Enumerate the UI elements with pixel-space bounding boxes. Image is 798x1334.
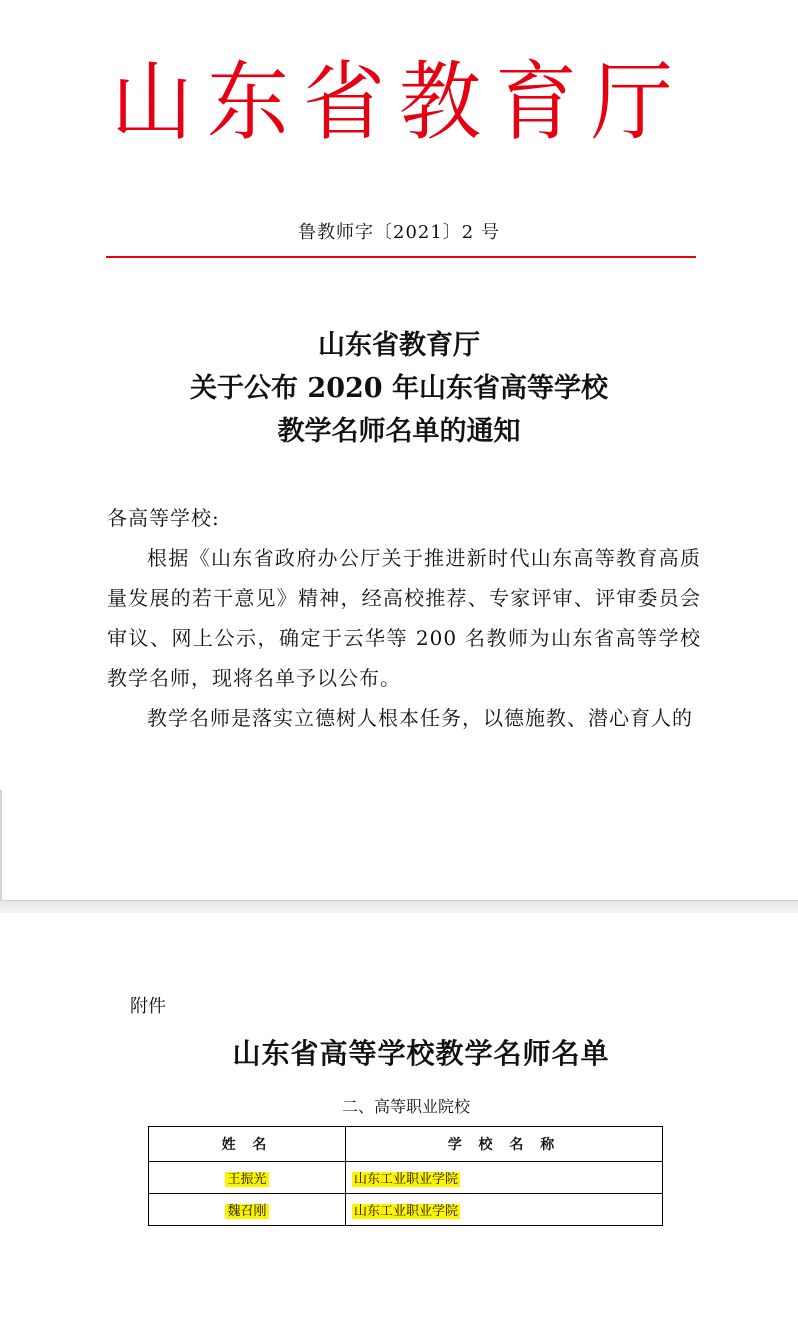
document-number: 鲁教师字〔2021〕2 号 (298, 222, 500, 243)
highlighted-school: 山东工业职业学院 (354, 1204, 459, 1219)
school-name-cell (346, 1194, 663, 1226)
attachment-label: 附件 (130, 996, 166, 1017)
section-heading: 二、高等职业院校 (341, 1097, 470, 1116)
page-separator (0, 900, 798, 913)
body-paragraph: 教学名师是落实立德树人根本任务，以德施教、潜心育人的 (147, 706, 693, 730)
highlighted-name: 王振光 (227, 1172, 267, 1187)
notice-title-line: 山东省教育厅 (318, 330, 480, 361)
notice-title-line: 教学名师名单的通知 (277, 416, 521, 447)
table-header-row (149, 1127, 663, 1162)
table-row (149, 1162, 663, 1194)
notice-title (0, 324, 798, 453)
teacher-name-cell (149, 1194, 346, 1226)
notice-body (107, 498, 701, 738)
highlighted-school: 山东工业职业学院 (354, 1172, 459, 1187)
highlighted-name: 魏召刚 (227, 1204, 267, 1219)
body-paragraph: 根据《山东省政府办公厅关于推进新时代山东高等教育高质量发展的若干意见》精神，经高校推荐、专家评审、评审委员会审议、网上公示，确定于云华等 200 名教师为山东省高等学校教学名师，现将名单予以公布。 (107, 546, 701, 690)
teacher-list-table (148, 1126, 663, 1226)
list-title: 山东省高等学校教学名师名单 (232, 1037, 610, 1070)
red-divider-line (106, 256, 696, 258)
school-name-cell (346, 1162, 663, 1194)
table-row (149, 1194, 663, 1226)
notice-title-line: 关于公布 2020 年山东省高等学校 (190, 373, 608, 404)
column-header-name: 姓 名 (149, 1127, 346, 1162)
document-page-2 (0, 913, 798, 1334)
column-header-school: 学 校 名 称 (346, 1127, 663, 1162)
teacher-name-cell (149, 1162, 346, 1194)
masthead-title: 山东省教育厅 (110, 52, 687, 153)
salutation: 各高等学校: (107, 506, 220, 530)
